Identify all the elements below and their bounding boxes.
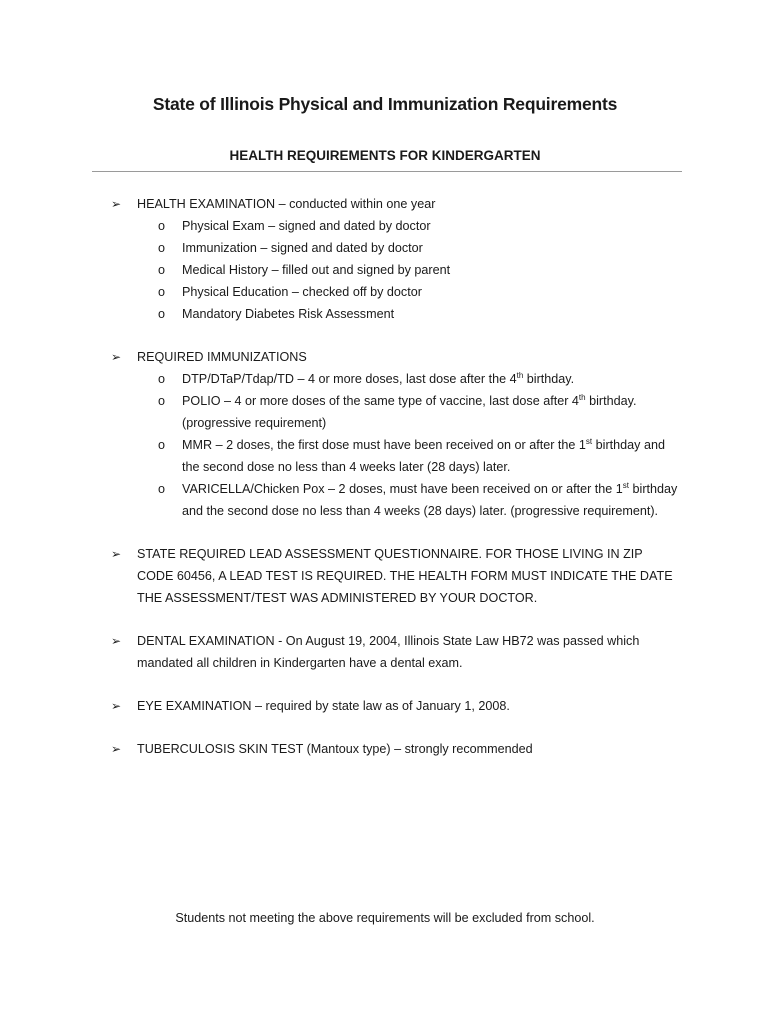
section-heading: TUBERCULOSIS SKIN TEST (Mantoux type) – strongly recommended bbox=[137, 742, 533, 756]
circle-bullet-icon: o bbox=[158, 263, 166, 277]
requirements-list bbox=[0, 193, 770, 760]
arrow-bullet-icon: ➢ bbox=[111, 547, 122, 561]
list-item: o Mandatory Diabetes Risk Assessment bbox=[0, 303, 682, 325]
exclusion-notice: Students not meeting the above requirements will be excluded from school. bbox=[175, 911, 595, 925]
section-heading: DENTAL EXAMINATION - On August 19, 2004, Illinois State Law HB72 was passed which mandated all children in Kindergarten have a dental exam. bbox=[137, 634, 640, 670]
arrow-bullet-icon: ➢ bbox=[111, 699, 122, 713]
page-title: State of Illinois Physical and Immunization Requirements bbox=[152, 94, 618, 114]
circle-bullet-icon: o bbox=[158, 285, 166, 299]
list-item: o Physical Education – checked off by doctor bbox=[0, 281, 682, 303]
section-heading: EYE EXAMINATION – required by state law as of January 1, 2008. bbox=[137, 699, 510, 713]
section-heading: REQUIRED IMMUNIZATIONS bbox=[137, 350, 307, 364]
list-item: o MMR – 2 doses, the first dose must have been received on or after the 1st birthday and the second dose no less than 4 weeks later (28 days) later. bbox=[0, 434, 682, 478]
list-item: o Medical History – filled out and signed by parent bbox=[0, 259, 682, 281]
circle-bullet-icon: o bbox=[158, 372, 166, 386]
circle-bullet-icon: o bbox=[158, 394, 166, 408]
list-item: o Immunization – signed and dated by doctor bbox=[0, 237, 682, 259]
heading-divider bbox=[92, 171, 682, 172]
arrow-bullet-icon: ➢ bbox=[111, 634, 122, 648]
page-subtitle: HEALTH REQUIREMENTS FOR KINDERGARTEN bbox=[229, 148, 541, 163]
arrow-bullet-icon: ➢ bbox=[111, 350, 122, 364]
section-lead-assessment bbox=[0, 543, 770, 609]
section-dental-examination bbox=[0, 630, 770, 674]
section-required-immunizations bbox=[0, 346, 770, 522]
list-item: o POLIO – 4 or more doses of the same type of vaccine, last dose after 4th birthday. (progressive requirement) bbox=[0, 390, 682, 434]
circle-bullet-icon: o bbox=[158, 307, 166, 321]
arrow-bullet-icon: ➢ bbox=[111, 197, 122, 211]
circle-bullet-icon: o bbox=[158, 241, 166, 255]
list-item: o Physical Exam – signed and dated by doctor bbox=[0, 215, 682, 237]
section-tuberculosis-test bbox=[0, 738, 770, 760]
section-heading: STATE REQUIRED LEAD ASSESSMENT QUESTIONNAIRE. FOR THOSE LIVING IN ZIP CODE 60456, A LEAD TEST IS REQUIRED. THE HEALTH FORM MUST INDICATE THE DATE THE ASSESSMENT/TEST WAS ADMINISTERED BY YOUR DOCTOR. bbox=[137, 547, 673, 605]
circle-bullet-icon: o bbox=[158, 219, 166, 233]
circle-bullet-icon: o bbox=[158, 438, 166, 452]
arrow-bullet-icon: ➢ bbox=[111, 742, 122, 756]
list-item: o VARICELLA/Chicken Pox – 2 doses, must have been received on or after the 1st birthday and the second dose no less than 4 weeks (28 days) later. (progressive requirement). bbox=[0, 478, 682, 522]
circle-bullet-icon: o bbox=[158, 482, 166, 496]
section-heading: HEALTH EXAMINATION – conducted within one year bbox=[137, 197, 436, 211]
section-eye-examination bbox=[0, 695, 770, 717]
section-health-examination bbox=[0, 193, 770, 325]
list-item: o DTP/DTaP/Tdap/TD – 4 or more doses, last dose after the 4th birthday. bbox=[0, 368, 682, 390]
